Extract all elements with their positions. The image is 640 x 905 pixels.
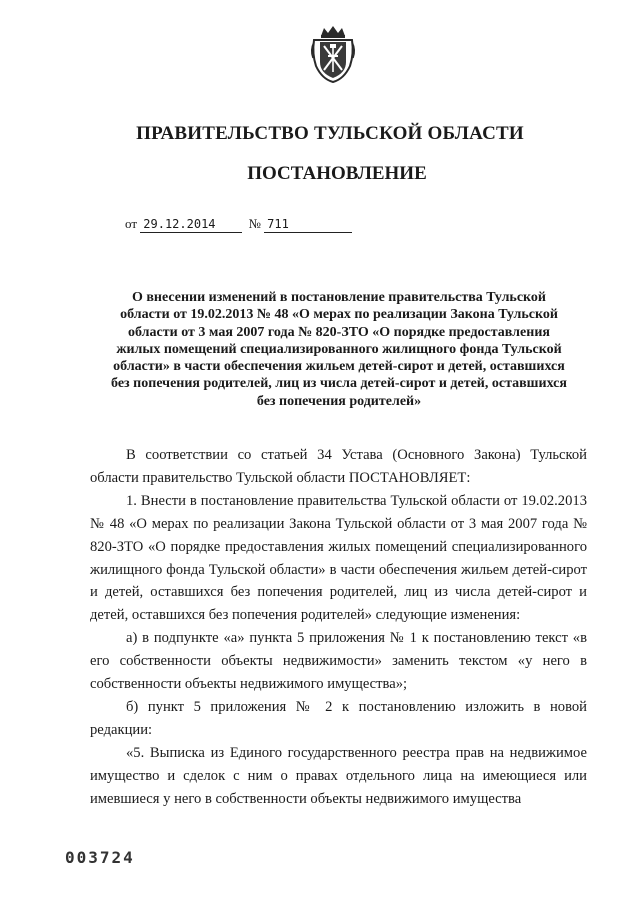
body-paragraph-quote-5: «5. Выписка из Единого государственного реестра прав на недвижимое имущество и сделок с ним о правах отдельного лица на имеющиеся или имевшиеся у него в собственности объекты недвижимого имущества: [90, 744, 587, 807]
date-label: от: [125, 216, 138, 231]
body-paragraph-subitem-a: а) в подпункте «а» пункта 5 приложения № 1 к постановлению текст «в его собственности объекты недвижимости» заменить текстом «у него в собственности объекты недвижимого имущества»;: [90, 630, 587, 693]
document-meta: [125, 216, 352, 233]
serial-number: 003724: [65, 848, 135, 867]
document-number: 711: [264, 217, 352, 233]
number-label: №: [248, 216, 261, 231]
body-paragraph-basis: В соответствии со статьей 34 Устава (Основного Закона) Тульской области правительство Тульской области ПОСТАНОВЛЯЕТ:: [90, 447, 587, 486]
document-date: 29.12.2014: [140, 217, 242, 233]
document-heading: О внесении изменений в постановление правительства Тульской области от 19.02.2013 № 48 «О мерах по реализации Закона Тульской области от 3 мая 2007 года № 820-ЗТО «О порядке предоставления жилых помещений специализированного жилищного фонда Тульской области» в части обеспечения жильем детей-сирот и детей, оставшихся без попечения родителей, лиц из числа детей-сирот и детей, оставшихся без попечения родителей»: [111, 290, 567, 409]
body-paragraph-item-1: 1. Внести в постановление правительства Тульской области от 19.02.2013 № 48 «О мерах по реализации Закона Тульской области от 3 мая 2007 года № 820-ЗТО «О порядке предоставления жилых помещений специализированного жилищного фонда Тульской области» в части обеспечения жильем детей-сирот и детей, оставшихся без попечения родителей, лиц из числа детей-сирот и детей, оставшихся без попечения родителей» следующие изменения:: [90, 492, 587, 624]
government-title: ПРАВИТЕЛЬСТВО ТУЛЬСКОЙ ОБЛАСТИ: [136, 123, 524, 144]
document-body: [90, 444, 587, 811]
tula-coat-of-arms-icon: [308, 24, 358, 84]
body-paragraph-subitem-b: б) пункт 5 приложения № 2 к постановлению изложить в новой редакции:: [90, 698, 587, 738]
document-type: ПОСТАНОВЛЕНИЕ: [247, 163, 427, 184]
